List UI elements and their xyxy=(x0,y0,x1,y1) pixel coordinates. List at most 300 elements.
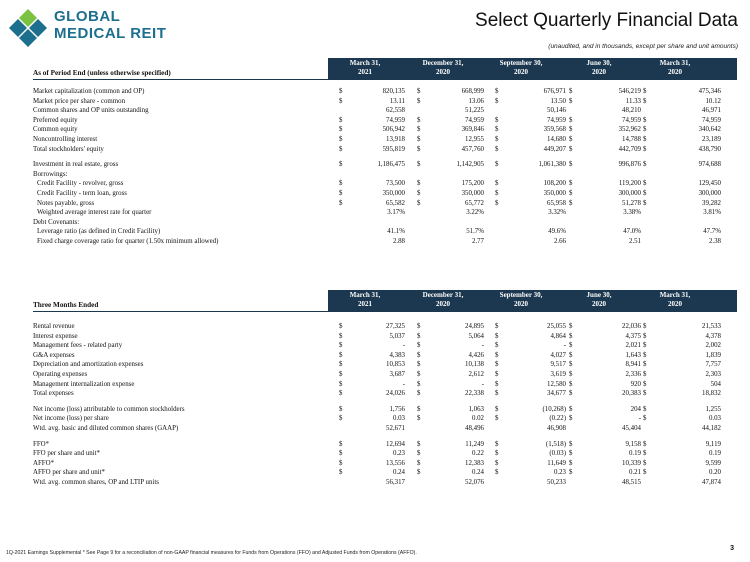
dollar-sign: $ xyxy=(569,180,573,188)
dollar-sign: $ xyxy=(339,370,343,378)
dollar-sign: $ xyxy=(339,450,343,458)
cell-value: 13.11 xyxy=(389,97,405,105)
cell-value: 51,225 xyxy=(465,107,484,115)
logo-mark-icon xyxy=(8,8,48,48)
dollar-sign: $ xyxy=(339,459,343,467)
dollar-sign: $ xyxy=(569,361,573,369)
dollar-sign: $ xyxy=(569,450,573,458)
dollar-sign: $ xyxy=(643,469,647,477)
row-label: Noncontrolling interest xyxy=(33,135,98,143)
dollar-sign: $ xyxy=(417,161,421,169)
dollar-sign: $ xyxy=(643,180,647,188)
cell-value: 119,200 xyxy=(618,180,641,188)
row-label: Borrowings: xyxy=(33,170,68,178)
dollar-sign: $ xyxy=(417,459,421,467)
table-header xyxy=(33,290,737,311)
cell-value: - xyxy=(402,380,405,388)
table-row xyxy=(33,405,737,415)
cell-value: 2,336 xyxy=(625,370,641,378)
cell-value: 1,255 xyxy=(705,405,721,413)
cell-value: 48,210 xyxy=(622,107,641,115)
cell-value: 4,027 xyxy=(550,351,566,359)
cell-value: 546,219 xyxy=(618,88,641,95)
dollar-sign: $ xyxy=(495,180,499,188)
row-label: Net income (loss) attributable to common stockholders xyxy=(33,405,185,413)
cell-value: 2,612 xyxy=(468,370,484,378)
cell-value: 12,955 xyxy=(465,135,484,143)
cell-value: 1,756 xyxy=(389,405,405,413)
dollar-sign: $ xyxy=(643,161,647,169)
table-section-label: Three Months Ended xyxy=(33,301,99,309)
cell-value: 12,694 xyxy=(386,440,405,448)
cell-value: - xyxy=(638,415,641,423)
cell-value: 595,819 xyxy=(382,145,405,153)
dollar-sign: $ xyxy=(643,88,647,95)
cell-value: 676,971 xyxy=(543,88,566,95)
dollar-sign: $ xyxy=(569,351,573,359)
cell-value: 9,517 xyxy=(550,361,566,369)
dollar-sign: $ xyxy=(339,405,343,413)
row-label: Investment in real estate, gross xyxy=(33,161,119,169)
dollar-sign: $ xyxy=(495,405,499,413)
dollar-sign: $ xyxy=(495,450,499,458)
cell-value: 2.66 xyxy=(553,237,566,245)
cell-value: 48,515 xyxy=(622,478,641,486)
dollar-sign: $ xyxy=(569,88,573,95)
dollar-sign: $ xyxy=(569,161,573,169)
row-label: AFFO* xyxy=(33,459,55,467)
table-row xyxy=(33,218,737,228)
dollar-sign: $ xyxy=(569,116,573,124)
dollar-sign: $ xyxy=(495,459,499,467)
row-label: Operating expenses xyxy=(33,370,88,378)
column-header: March 31, 2020 xyxy=(659,59,691,76)
cell-value: 10,339 xyxy=(622,459,641,467)
table-row xyxy=(33,179,737,189)
dollar-sign: $ xyxy=(495,361,499,369)
dollar-sign: $ xyxy=(569,135,573,143)
dollar-sign: $ xyxy=(495,97,499,105)
cell-value: 3.17% xyxy=(387,209,405,217)
dollar-sign: $ xyxy=(569,97,573,105)
table-row xyxy=(33,199,737,209)
cell-value: 300,000 xyxy=(618,189,641,197)
cell-value: 3,619 xyxy=(550,370,566,378)
cell-value: 9,158 xyxy=(625,440,641,448)
dollar-sign: $ xyxy=(339,189,343,197)
dollar-sign: $ xyxy=(417,135,421,143)
dollar-sign: $ xyxy=(339,380,343,388)
column-header: June 30, 2020 xyxy=(586,291,612,308)
dollar-sign: $ xyxy=(643,405,647,413)
cell-value: 2,002 xyxy=(705,342,721,350)
dollar-sign: $ xyxy=(339,180,343,188)
table-row xyxy=(33,145,737,155)
dollar-sign: $ xyxy=(495,135,499,143)
dollar-sign: $ xyxy=(569,370,573,378)
cell-value: 27,325 xyxy=(386,323,405,330)
dollar-sign: $ xyxy=(643,440,647,448)
cell-value: 1,061,380 xyxy=(538,161,566,169)
cell-value: 0.23 xyxy=(392,450,405,458)
cell-value: 3.32% xyxy=(548,209,566,217)
cell-value: 1,186,475 xyxy=(377,161,405,169)
table-row xyxy=(33,351,737,361)
dollar-sign: $ xyxy=(495,189,499,197)
cell-value: 13,556 xyxy=(386,459,405,467)
cell-value: 4,426 xyxy=(468,351,484,359)
dollar-sign: $ xyxy=(643,126,647,134)
cell-value: 820,135 xyxy=(382,88,405,95)
dollar-sign: $ xyxy=(643,189,647,197)
cell-value: 65,958 xyxy=(547,199,566,207)
row-label: Depreciation and amortization expenses xyxy=(33,361,144,369)
cell-value: 5,037 xyxy=(389,332,405,340)
cell-value: 44,182 xyxy=(702,424,721,432)
dollar-sign: $ xyxy=(569,459,573,467)
cell-value: 47.7% xyxy=(703,228,721,236)
cell-value: - xyxy=(563,342,566,350)
cell-value: 668,999 xyxy=(461,88,484,95)
dollar-sign: $ xyxy=(569,380,573,388)
dollar-sign: $ xyxy=(495,440,499,448)
cell-value: 14,680 xyxy=(547,135,566,143)
table-row xyxy=(33,380,737,390)
column-header: March 31, 2021 xyxy=(349,59,381,76)
period-end-table xyxy=(33,58,737,247)
dollar-sign: $ xyxy=(417,415,421,423)
table-row xyxy=(33,459,737,469)
cell-value: 175,200 xyxy=(461,180,484,188)
cell-value: 4,864 xyxy=(550,332,566,340)
cell-value: 0.24 xyxy=(392,469,405,477)
cell-value: 74,959 xyxy=(702,116,721,124)
dollar-sign: $ xyxy=(339,351,343,359)
dollar-sign: $ xyxy=(339,390,343,398)
cell-value: 74,959 xyxy=(465,116,484,124)
cell-value: 23,189 xyxy=(702,135,721,143)
table-row xyxy=(33,322,737,332)
dollar-sign: $ xyxy=(495,161,499,169)
dollar-sign: $ xyxy=(417,440,421,448)
table-row xyxy=(33,97,737,107)
cell-value: - xyxy=(481,342,484,350)
dollar-sign: $ xyxy=(339,126,343,134)
table-row xyxy=(33,370,737,380)
logo-line-1: GLOBAL xyxy=(54,8,121,25)
row-label: Credit Facility - revolver, gross xyxy=(37,180,124,188)
cell-value: 340,642 xyxy=(698,126,721,134)
cell-value: 204 xyxy=(630,405,641,413)
cell-value: - xyxy=(481,380,484,388)
cell-value: 45,404 xyxy=(622,424,641,432)
dollar-sign: $ xyxy=(643,450,647,458)
dollar-sign: $ xyxy=(495,116,499,124)
cell-value: 0.03 xyxy=(708,415,721,423)
row-label: Interest expense xyxy=(33,332,78,340)
cell-value: 12,580 xyxy=(547,380,566,388)
table-row xyxy=(33,189,737,199)
row-label: Management internalization expense xyxy=(33,380,135,388)
page-title: Select Quarterly Financial Data xyxy=(475,10,738,31)
dollar-sign: $ xyxy=(569,332,573,340)
column-header: June 30, 2020 xyxy=(586,59,612,76)
cell-value: 2.51 xyxy=(628,237,641,245)
dollar-sign: $ xyxy=(339,135,343,143)
company-logo xyxy=(8,6,198,48)
cell-value: 2.77 xyxy=(471,237,484,245)
cell-value: 0.19 xyxy=(708,450,721,458)
cell-value: 350,000 xyxy=(461,189,484,197)
dollar-sign: $ xyxy=(569,469,573,477)
cell-value: 41.1% xyxy=(387,228,405,236)
row-label: Wtd. avg. common shares, OP and LTIP units xyxy=(33,478,159,486)
table-row xyxy=(33,414,737,424)
dollar-sign: $ xyxy=(569,405,573,413)
dollar-sign: $ xyxy=(417,405,421,413)
dollar-sign: $ xyxy=(495,199,499,207)
dollar-sign: $ xyxy=(495,88,499,95)
column-header: December 31, 2020 xyxy=(422,59,464,76)
cell-value: 65,582 xyxy=(386,199,405,207)
cell-value: 129,450 xyxy=(698,180,721,188)
dollar-sign: $ xyxy=(643,459,647,467)
row-label: Net income (loss) per share xyxy=(33,415,109,423)
table-row xyxy=(33,160,737,170)
cell-value: 52,671 xyxy=(386,424,405,432)
row-label: Total expenses xyxy=(33,390,74,398)
cell-value: 350,000 xyxy=(382,189,405,197)
cell-value: 49.6% xyxy=(548,228,566,236)
table-row xyxy=(33,468,737,478)
dollar-sign: $ xyxy=(569,390,573,398)
dollar-sign: $ xyxy=(417,351,421,359)
cell-value: (0.22) xyxy=(549,415,566,423)
cell-value: 13.06 xyxy=(468,97,484,105)
cell-value: 74,959 xyxy=(386,116,405,124)
cell-value: 25,055 xyxy=(547,323,566,330)
dollar-sign: $ xyxy=(495,380,499,388)
cell-value: 449,207 xyxy=(543,145,566,153)
dollar-sign: $ xyxy=(339,469,343,477)
page-subtitle: (unaudited, and in thousands, except per share and unit amounts) xyxy=(548,43,738,50)
cell-value: 74,959 xyxy=(622,116,641,124)
table-row xyxy=(33,227,737,237)
cell-value: 0.22 xyxy=(471,450,484,458)
cell-value: 65,772 xyxy=(465,199,484,207)
cell-value: 13,918 xyxy=(386,135,405,143)
cell-value: 1,142,905 xyxy=(456,161,484,169)
cell-value: 13.50 xyxy=(550,97,566,105)
dollar-sign: $ xyxy=(417,361,421,369)
dollar-sign: $ xyxy=(495,370,499,378)
cell-value: 0.24 xyxy=(471,469,484,477)
dollar-sign: $ xyxy=(339,116,343,124)
cell-value: 2.38 xyxy=(708,237,721,245)
column-header: March 31, 2021 xyxy=(349,291,381,308)
cell-value: 2,021 xyxy=(625,342,641,350)
row-label: Management fees - related party xyxy=(33,342,123,350)
dollar-sign: $ xyxy=(643,342,647,350)
dollar-sign: $ xyxy=(339,97,343,105)
cell-value: (1,518) xyxy=(545,440,566,448)
row-label: Credit Facility - term loan, gross xyxy=(37,189,127,197)
cell-value: 506,942 xyxy=(382,126,405,134)
cell-value: 52,076 xyxy=(465,478,484,486)
cell-value: 5,064 xyxy=(468,332,484,340)
cell-value: (10,268) xyxy=(542,405,566,413)
dollar-sign: $ xyxy=(643,116,647,124)
cell-value: 475,346 xyxy=(698,88,721,95)
dollar-sign: $ xyxy=(417,97,421,105)
cell-value: 24,895 xyxy=(465,323,484,330)
row-label: AFFO per share and unit* xyxy=(33,469,105,477)
row-label: FFO* xyxy=(33,440,50,448)
dollar-sign: $ xyxy=(417,116,421,124)
cell-value: 18,832 xyxy=(702,390,721,398)
dollar-sign: $ xyxy=(339,332,343,340)
dollar-sign: $ xyxy=(417,390,421,398)
cell-value: 50,146 xyxy=(547,107,566,115)
cell-value: 3,687 xyxy=(389,370,405,378)
dollar-sign: $ xyxy=(417,332,421,340)
dollar-sign: $ xyxy=(569,342,573,350)
dollar-sign: $ xyxy=(569,145,573,153)
dollar-sign: $ xyxy=(643,351,647,359)
dollar-sign: $ xyxy=(569,199,573,207)
cell-value: 46,971 xyxy=(702,107,721,115)
dollar-sign: $ xyxy=(339,323,343,330)
dollar-sign: $ xyxy=(643,135,647,143)
cell-value: 1,643 xyxy=(625,351,641,359)
cell-value: 9,119 xyxy=(705,440,721,448)
dollar-sign: $ xyxy=(417,342,421,350)
dollar-sign: $ xyxy=(339,415,343,423)
row-label: Debt Covenants: xyxy=(33,218,80,226)
cell-value: 2,303 xyxy=(705,370,721,378)
dollar-sign: $ xyxy=(417,469,421,477)
table-row xyxy=(33,106,737,116)
table-row xyxy=(33,116,737,126)
row-label: Weighted average interest rate for quarter xyxy=(37,209,152,217)
cell-value: 0.21 xyxy=(628,469,641,477)
column-header: September 30, 2020 xyxy=(499,59,543,76)
dollar-sign: $ xyxy=(643,380,647,388)
cell-value: 11,249 xyxy=(465,440,484,448)
dollar-sign: $ xyxy=(417,145,421,153)
cell-value: 108,200 xyxy=(543,180,566,188)
table-row xyxy=(33,360,737,370)
cell-value: - xyxy=(402,342,405,350)
cell-value: 1,839 xyxy=(705,351,721,359)
dollar-sign: $ xyxy=(495,390,499,398)
cell-value: 4,383 xyxy=(389,351,405,359)
column-header: September 30, 2020 xyxy=(499,291,543,308)
row-label: Common equity xyxy=(33,126,78,134)
cell-value: 48,496 xyxy=(465,424,484,432)
dollar-sign: $ xyxy=(495,126,499,134)
row-label: Leverage ratio (as defined in Credit Facility) xyxy=(37,228,161,236)
row-label: Wtd. avg. basic and diluted common shares (GAAP) xyxy=(33,424,179,432)
dollar-sign: $ xyxy=(643,323,647,330)
table-row xyxy=(33,341,737,351)
dollar-sign: $ xyxy=(495,351,499,359)
cell-value: 11,649 xyxy=(547,459,566,467)
table-row xyxy=(33,87,737,97)
dollar-sign: $ xyxy=(569,189,573,197)
dollar-sign: $ xyxy=(495,332,499,340)
cell-value: 20,383 xyxy=(622,390,641,398)
cell-value: 350,000 xyxy=(543,189,566,197)
cell-value: 73,500 xyxy=(386,180,405,188)
cell-value: 14,788 xyxy=(622,135,641,143)
cell-value: 438,790 xyxy=(698,145,721,153)
cell-value: 442,709 xyxy=(618,145,641,153)
dollar-sign: $ xyxy=(643,370,647,378)
table-row xyxy=(33,389,737,399)
dollar-sign: $ xyxy=(417,199,421,207)
cell-value: 62,558 xyxy=(386,107,405,115)
table-row xyxy=(33,332,737,342)
dollar-sign: $ xyxy=(417,370,421,378)
cell-value: 8,941 xyxy=(625,361,641,369)
cell-value: 457,760 xyxy=(461,145,484,153)
cell-value: 920 xyxy=(630,380,641,388)
dollar-sign: $ xyxy=(495,342,499,350)
cell-value: 50,233 xyxy=(547,478,566,486)
cell-value: 4,378 xyxy=(705,332,721,340)
cell-value: 0.03 xyxy=(392,415,405,423)
dollar-sign: $ xyxy=(339,199,343,207)
cell-value: 9,599 xyxy=(705,459,721,467)
dollar-sign: $ xyxy=(569,415,573,423)
cell-value: 47,874 xyxy=(702,478,721,486)
cell-value: 7,757 xyxy=(705,361,721,369)
row-label: FFO per share and unit* xyxy=(33,450,100,458)
cell-value: 300,000 xyxy=(698,189,721,197)
cell-value: 3.38% xyxy=(623,209,641,217)
dollar-sign: $ xyxy=(643,97,647,105)
dollar-sign: $ xyxy=(643,390,647,398)
cell-value: 10.12 xyxy=(705,97,721,105)
row-label: Total stockholders' equity xyxy=(33,145,104,153)
cell-value: 996,876 xyxy=(618,161,641,169)
table-row xyxy=(33,125,737,135)
cell-value: 504 xyxy=(710,380,721,388)
dollar-sign: $ xyxy=(569,323,573,330)
cell-value: (0.03) xyxy=(549,450,566,458)
cell-value: 10,138 xyxy=(465,361,484,369)
dollar-sign: $ xyxy=(643,332,647,340)
cell-value: 51.7% xyxy=(466,228,484,236)
row-label: Fixed charge coverage ratio for quarter (1.50x minimum allowed) xyxy=(37,237,219,245)
row-label: Market capitalization (common and OP) xyxy=(33,88,145,95)
table-row xyxy=(33,424,737,434)
cell-value: 0.02 xyxy=(471,415,484,423)
table-row xyxy=(33,237,737,247)
column-header: March 31, 2020 xyxy=(659,291,691,308)
cell-value: 39,282 xyxy=(702,199,721,207)
table-header xyxy=(33,58,737,79)
cell-value: 352,962 xyxy=(618,126,641,134)
row-label: Common shares and OP units outstanding xyxy=(33,107,149,115)
footer-note: 1Q-2021 Earnings Supplemental * See Page 9 for a reconciliation of non-GAAP financial measures for Funds from Operations (FFO) and Adjusted Funds from Operations (AFFO). xyxy=(6,550,417,556)
cell-value: 974,688 xyxy=(698,161,721,169)
dollar-sign: $ xyxy=(339,440,343,448)
dollar-sign: $ xyxy=(495,469,499,477)
three-months-table xyxy=(33,290,737,488)
cell-value: 359,568 xyxy=(543,126,566,134)
